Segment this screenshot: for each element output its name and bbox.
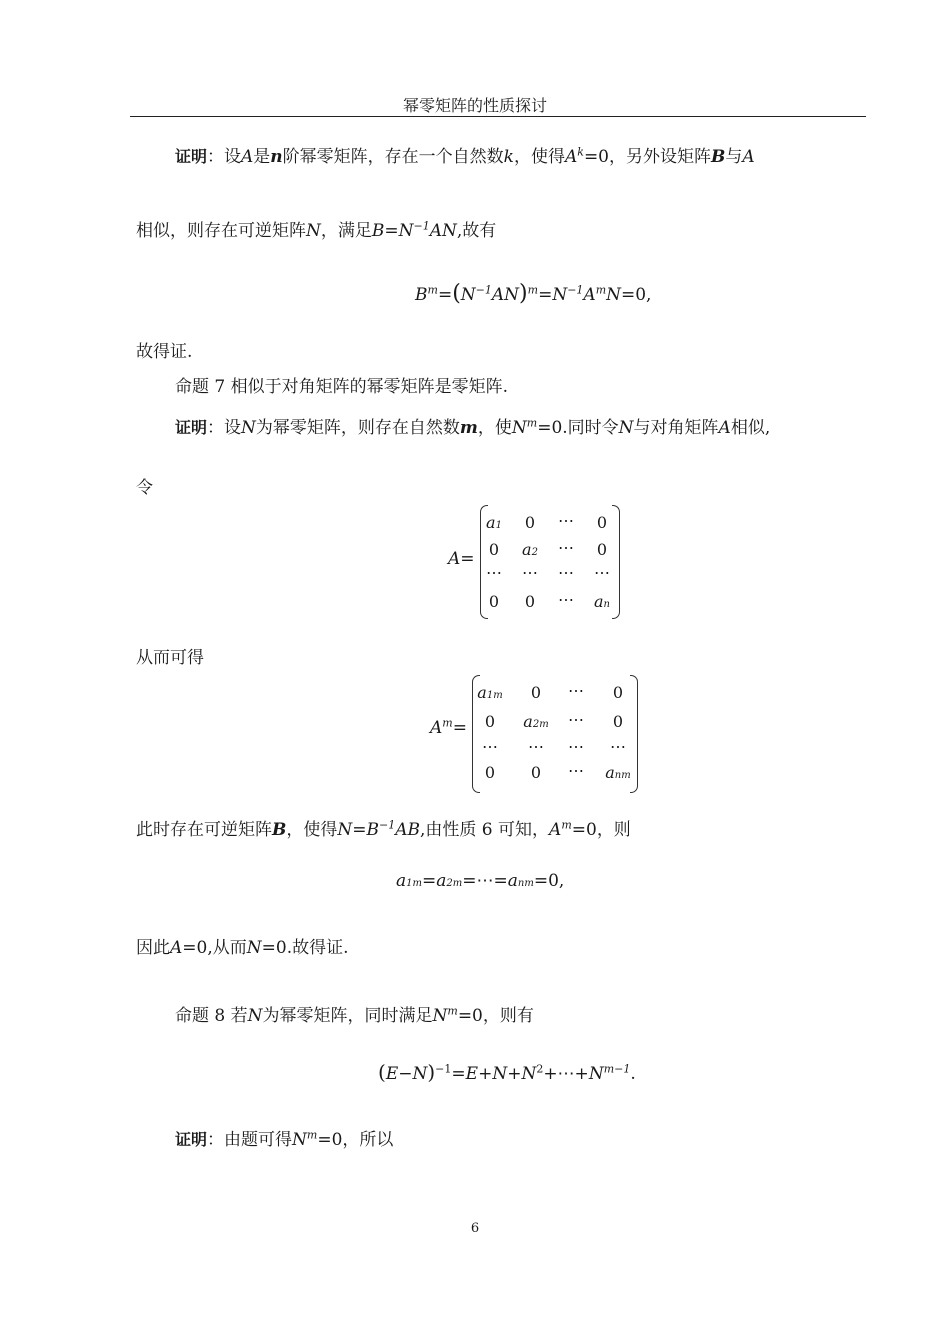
proof-label: 证明: [175, 147, 208, 166]
running-header: 幂零矩阵的性质探讨: [402, 96, 547, 115]
matrix-a-label: A=: [448, 549, 475, 569]
equation-am-zero: a1m=a2m=⋯=anm=0,: [396, 871, 565, 891]
matrix-a: a1 0 ⋯ 0 0 a2 ⋯ 0 ⋯ ⋯ ⋯ ⋯ 0 0 ⋯ an: [480, 505, 620, 619]
matrix-am: a1m 0 ⋯ 0 0 a2m ⋯ 0 ⋯ ⋯ ⋯ ⋯ 0 0 ⋯ anm: [472, 675, 638, 793]
prop7-let: 令: [136, 478, 153, 498]
proof1-conclusion: 故得证.: [136, 342, 193, 362]
prop7-proof-line1: 证明：设N为幂零矩阵，则存在自然数m，使$N^m=0$.同时令N与对角矩阵A相似,: [175, 416, 771, 438]
prop8-proof: 证明：由题可得$N^m=0$，所以: [175, 1128, 394, 1150]
matrix-am-label: $A^m=$: [430, 716, 467, 738]
prop7-from: 从而可得: [136, 648, 204, 668]
prop7-statement: 命题 7 相似于对角矩阵的幂零矩阵是零矩阵.: [175, 377, 509, 397]
equation-bm: $B^m=(N^{-1}AN)^m=N^{-1}A^mN=0$,: [415, 281, 652, 306]
page-number: 6: [470, 1221, 480, 1236]
header-rule: [130, 116, 866, 117]
prop8-statement: 命题 8 若N为幂零矩阵，同时满足$N^m=0$，则有: [175, 1004, 534, 1026]
prop7-proof-line3: 此时存在可逆矩阵B，使得$N=B^{-1}AB$,由性质 6 可知，$A^m=0$，则: [136, 818, 631, 840]
prop7-proof-line4: 因此A=0,从而N=0.故得证.: [136, 938, 349, 958]
proof1-line1: 证明：设A是n阶幂零矩阵，存在一个自然数k，使得$A^k=0$，另外设矩阵B与A: [175, 145, 755, 167]
equation-inverse: $(E-N)^{-1}=E+N+N^2+\cdots+N^{m-1}$.: [378, 1060, 636, 1084]
proof1-line2: 相似，则存在可逆矩阵N，满足$B=N^{-1}AN$,故有: [136, 219, 497, 241]
